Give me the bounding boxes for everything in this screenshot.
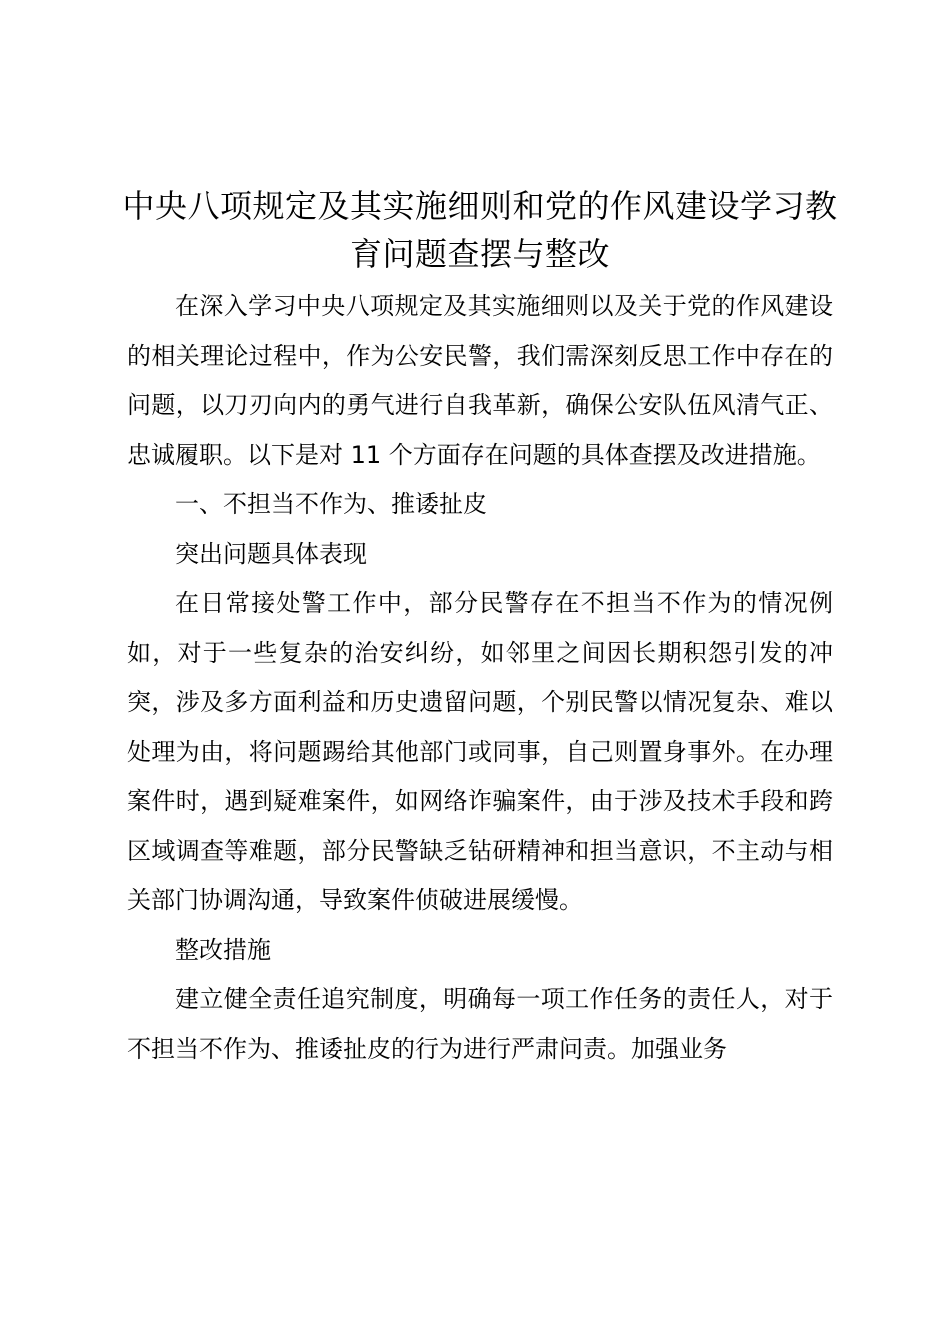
section-heading: 一、不担当不作为、推诿扯皮: [175, 490, 487, 518]
problems-paragraph: 在日常接处警工作中，部分民警存在不担当不作为的情况例如，对于一些复杂的治安纠纷，如邻里之间因长期积怨引发的冲突，涉及多方面利益和历史遗留问题，个别民警以情况复杂、难以处理为由，将问题踢给其他部门或同事，自己则置身事外。在办理案件时，遇到疑难案件，如网络诈骗案件，由于涉及技术手段和跨区域调查等难题，部分民警缺乏钻研精神和担当意识，不主动与相关部门协调沟通，导致案件侦破进展缓慢。: [127, 589, 833, 914]
document-body: [127, 282, 833, 1074]
document-title: 中央八项规定及其实施细则和党的作风建设学习教育问题查摆与整改: [122, 187, 838, 273]
intro-paragraph: 在深入学习中央八项规定及其实施细则以及关于党的作风建设的相关理论过程中，作为公安民警，我们需深刻反思工作中存在的问题，以刀刃向内的勇气进行自我革新，确保公安队伍风清气正、忠诚履职。以下是对 11 个方面存在问题的具体查摆及改进措施。: [127, 292, 833, 469]
subsection-heading-measures: 整改措施: [175, 935, 271, 964]
subsection-heading-problems: 突出问题具体表现: [175, 539, 367, 568]
measures-paragraph: 建立健全责任追究制度，明确每一项工作任务的责任人，对于不担当不作为、推诿扯皮的行为进行严肃问责。加强业务: [127, 985, 833, 1063]
